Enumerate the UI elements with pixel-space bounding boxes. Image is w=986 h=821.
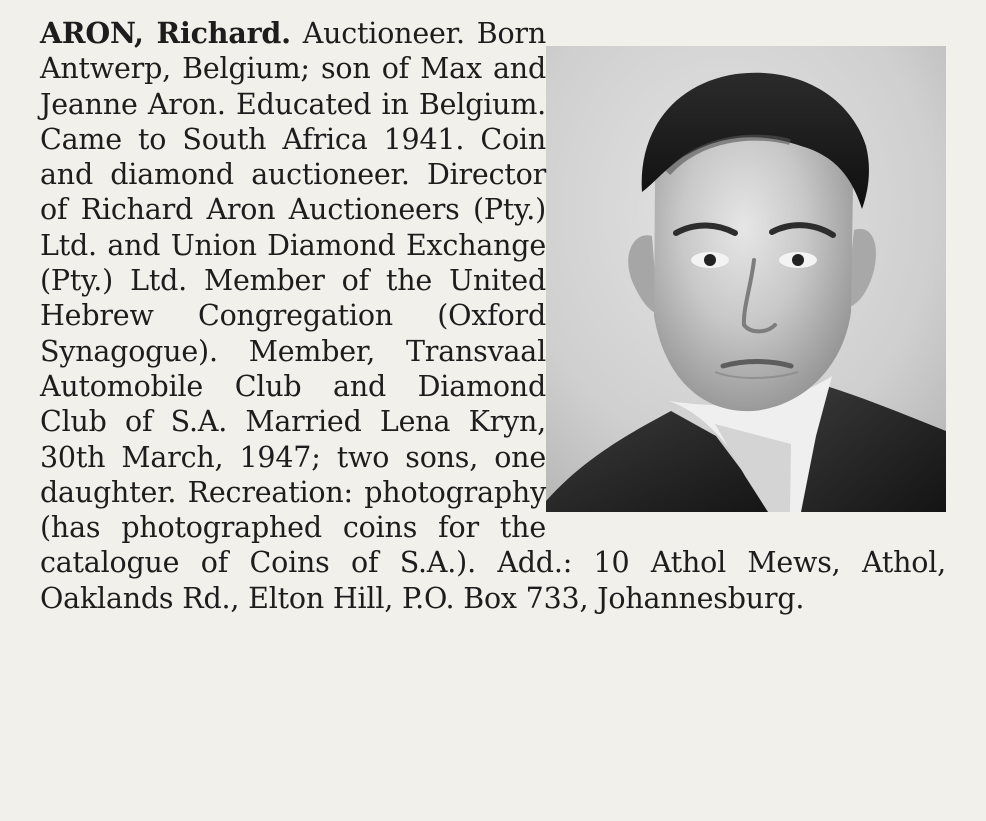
entry-name: ARON, Richard. (40, 16, 291, 50)
entry-biography: Auctioneer. Born Antwerp, Belgium; son of Max and Jeanne Aron. Educated in Belgium. Came to South Africa 1941. Coin and diamond auctioneer. Director of Richard Aron Auctioneers (Pty.) Ltd. and Union Diamond Exchange (Pty.) Ltd. Member of the United Hebrew Congregation (Oxford Synagogue). Member, Transvaal Automobile Club and Diamond Club of S.A. Married Lena Kryn, 30th March, 1947; two sons, one daughter. Recreation: photography (has photographed coins for the catalogue of Coins of S.A.). Add.: 10 Athol Mews, Athol, Oaklands Rd., Elton Hill, P.O. Box 733, Johannesburg. (40, 17, 946, 615)
biography-entry (40, 16, 946, 616)
portrait-illustration (546, 46, 946, 512)
portrait-photo (546, 46, 946, 512)
